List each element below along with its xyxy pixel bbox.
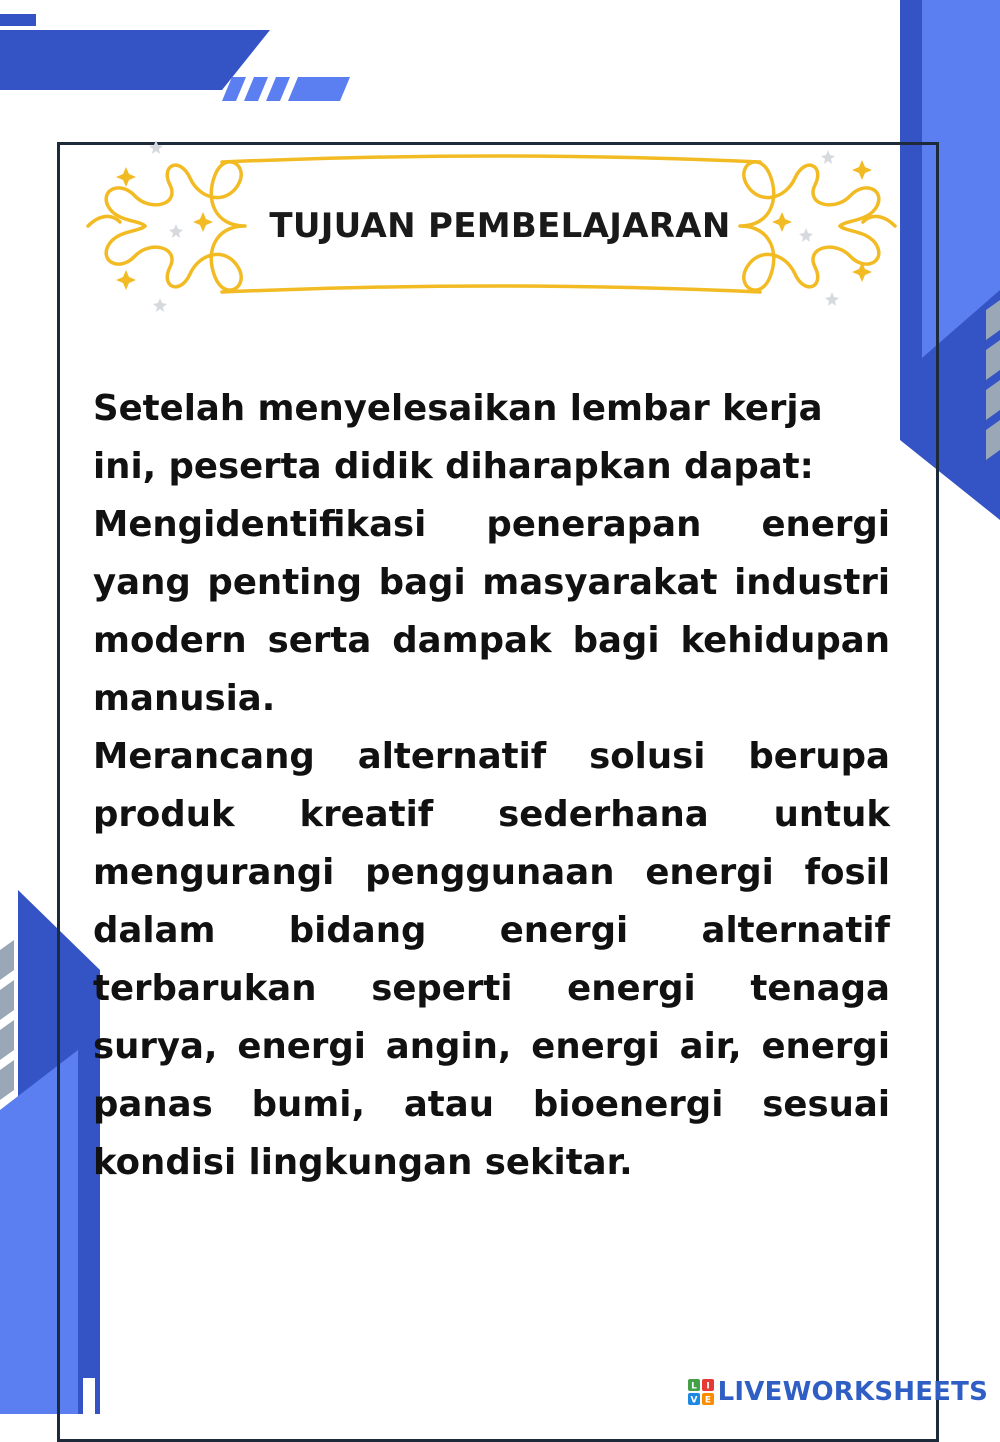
ornament-right-curl: [863, 216, 895, 226]
brand-name[interactable]: LIVEWORKSHEETS: [717, 1377, 988, 1407]
logo-letter: I: [705, 1381, 710, 1392]
ornament-top-line: [222, 156, 760, 162]
star-icon: [799, 228, 813, 242]
star-icon: [153, 298, 167, 312]
page-title: TUJUAN PEMBELAJARAN: [269, 206, 731, 246]
objectives-intro: Setelah menyelesaikan lembar kerja ini, peserta didik diharapkan dapat:: [93, 388, 823, 487]
ornament-left-curl: [88, 216, 120, 226]
star-icon: [821, 150, 835, 164]
sparkle-icon: [116, 167, 136, 187]
ornament-bottom-line: [222, 286, 760, 292]
sparkle-icon: [772, 212, 792, 232]
liveworksheets-brand: [688, 1374, 988, 1410]
star-icon: [825, 292, 839, 306]
logo-letter: L: [690, 1381, 697, 1392]
star-icon: [169, 224, 183, 238]
liveworksheets-logo-icon: [688, 1379, 714, 1405]
sparkle-icon: [116, 270, 136, 290]
objective-item: Merancang alternatif solusi berupa produk kreatif sederhana untuk mengurangi penggunaan energi fosil dalam bidang energi alternatif terbarukan seperti energi tenaga surya, energi angin, energi air, energi panas bumi, atau bioenergi sesuai kondisi lingkungan sekitar.: [93, 736, 890, 1183]
sparkle-icon: [193, 212, 213, 232]
objective-item: Mengidentifikasi penerapan energi yang penting bagi masyarakat industri modern serta dampak bagi kehidupan manusia.: [93, 504, 890, 719]
logo-letter: E: [704, 1395, 711, 1405]
logo-letter: V: [690, 1395, 698, 1405]
sparkle-icon: [852, 160, 872, 180]
learning-objectives: [93, 380, 890, 1192]
star-icon: [149, 140, 163, 154]
